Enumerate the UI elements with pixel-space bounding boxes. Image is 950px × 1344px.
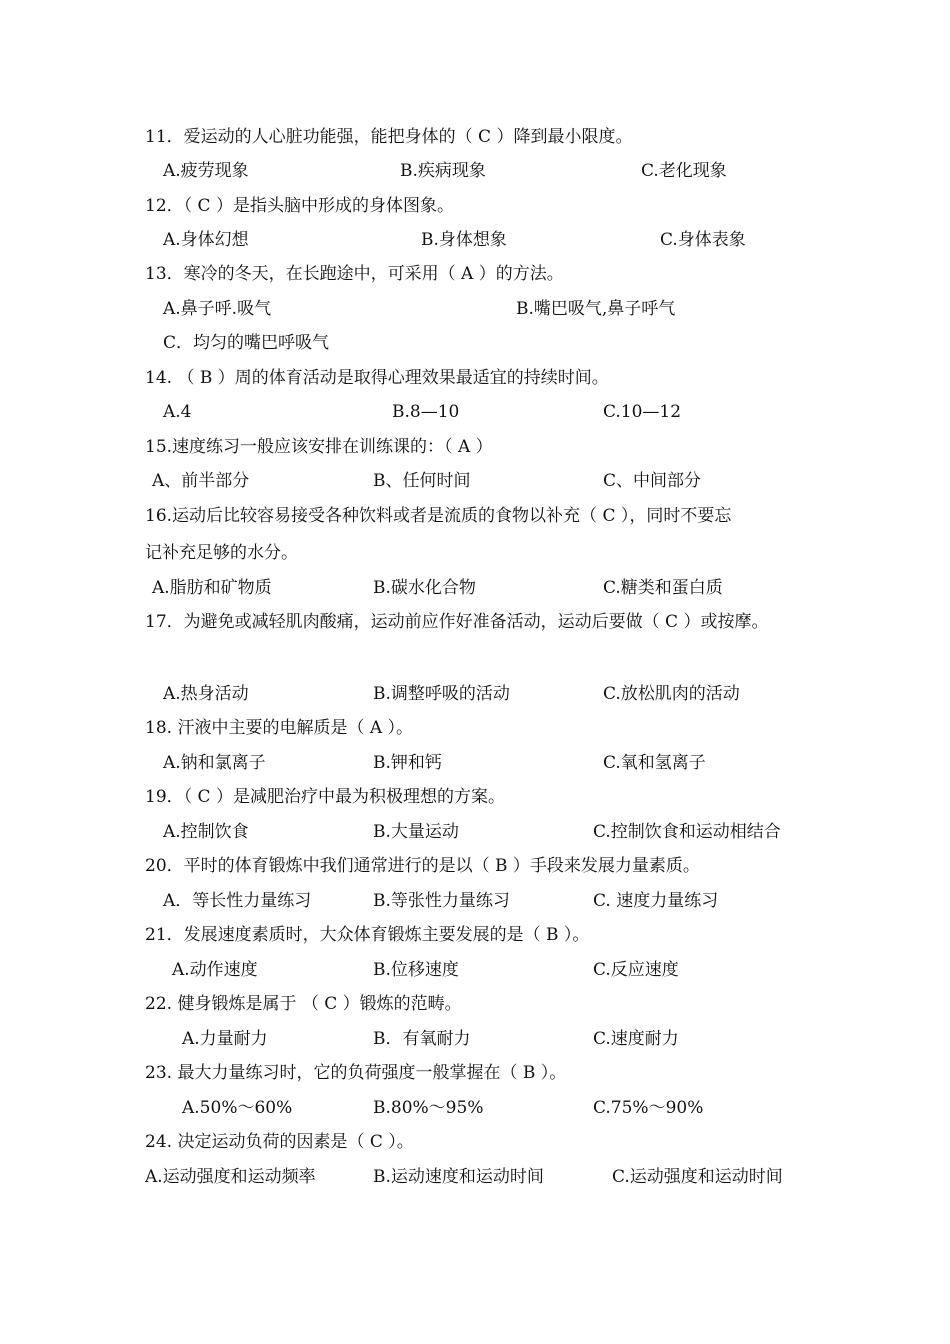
question-12-option-a: A.身体幻想 [163,230,249,250]
question-18-stem: 18. 汗液中主要的电解质是（ A ）。 [145,718,414,738]
question-11-option-b: B.疾病现象 [400,161,486,181]
question-20-option-c: C. 速度力量练习 [593,891,719,911]
question-19-option-a: A.控制饮食 [163,822,249,842]
question-16-option-b: B.碳水化合物 [373,578,476,598]
question-23-option-a: A.50%～60% [182,1098,293,1118]
question-21-option-c: C.反应速度 [593,960,679,980]
question-17-option-b: B.调整呼吸的活动 [373,684,510,704]
question-20-option-b: B.等张性力量练习 [373,891,510,911]
question-18-option-c: C.氧和氢离子 [603,753,706,773]
question-21-stem: 21．发展速度素质时，大众体育锻炼主要发展的是（ B ）。 [145,925,590,945]
question-15-option-b: B、任何时间 [373,471,471,491]
question-16-option-a: A.脂肪和矿物质 [152,578,272,598]
question-11-option-a: A.疲劳现象 [163,161,249,181]
question-23-stem: 23. 最大力量练习时，它的负荷强度一般掌握在（ B ）。 [145,1063,567,1083]
question-15-stem: 15.速度练习一般应该安排在训练课的：（ A ） [145,437,493,457]
question-22-option-a: A.力量耐力 [182,1029,268,1049]
question-24-stem: 24. 决定运动负荷的因素是（ C ）。 [145,1132,414,1152]
question-22-option-c: C.速度耐力 [593,1029,679,1049]
question-13-option-c: C．均匀的嘴巴呼吸气 [163,333,330,353]
question-20-option-a: A．等长性力量练习 [163,891,312,911]
question-13-option-a: A.鼻子呼.吸气 [163,299,272,319]
question-11-option-c: C.老化现象 [641,161,727,181]
question-16-stem: 16.运动后比较容易接受各种饮料或者是流质的食物以补充（ C ），同时不要忘 [145,506,732,526]
question-14-option-b: B.8—10 [392,402,460,422]
question-22-stem: 22. 健身锻炼是属于 （ C ）锻炼的范畴。 [145,994,462,1014]
question-18-option-a: A.钠和氯离子 [163,753,266,773]
question-12-stem: 12．（ C ）是指头脑中形成的身体图象。 [145,196,454,216]
question-14-stem: 14. （ B ）周的体育活动是取得心理效果最适宜的持续时间。 [145,368,609,388]
question-11-stem: 11．爱运动的人心脏功能强，能把身体的（ C ）降到最小限度。 [145,127,633,147]
question-24-option-b: B.运动速度和运动时间 [373,1167,544,1187]
question-15-option-a: A、前半部分 [152,471,250,491]
question-16-option-c: C.糖类和蛋白质 [603,578,723,598]
question-24-option-a: A.运动强度和运动频率 [145,1167,316,1187]
question-12-option-c: C.身体表象 [660,230,746,250]
question-20-stem: 20．平时的体育锻炼中我们通常进行的是以（ B ）手段来发展力量素质。 [145,856,700,876]
question-18-option-b: B.钾和钙 [373,753,442,773]
question-19-stem: 19．（ C ）是减肥治疗中最为积极理想的方案。 [145,787,505,807]
question-15-option-c: C、中间部分 [603,471,702,491]
question-13-stem: 13．寒冷的冬天，在长跑途中，可采用（ A ）的方法。 [145,264,564,284]
question-13-option-b: B.嘴巴吸气,鼻子呼气 [516,299,676,319]
question-23-option-b: B.80%～95% [373,1098,484,1118]
question-14-option-c: C.10—12 [603,402,682,422]
question-19-option-b: B.大量运动 [373,822,459,842]
question-17-option-a: A.热身活动 [163,684,249,704]
question-14-option-a: A.4 [163,402,192,422]
question-17-option-c: C.放松肌肉的活动 [603,684,740,704]
question-22-option-b: B．有氧耐力 [373,1029,471,1049]
question-12-option-b: B.身体想象 [421,230,507,250]
question-16-stem-continued: 记补充足够的水分。 [145,543,298,563]
question-24-option-c: C.运动强度和运动时间 [612,1167,783,1187]
question-23-option-c: C.75%～90% [593,1098,704,1118]
question-21-option-a: A.动作速度 [172,960,258,980]
question-21-option-b: B.位移速度 [373,960,459,980]
question-19-option-c: C.控制饮食和运动相结合 [593,822,781,842]
question-17-stem: 17．为避免或减轻肌肉酸痛，运动前应作好准备活动，运动后要做（ C ）或按摩。 [145,612,769,632]
